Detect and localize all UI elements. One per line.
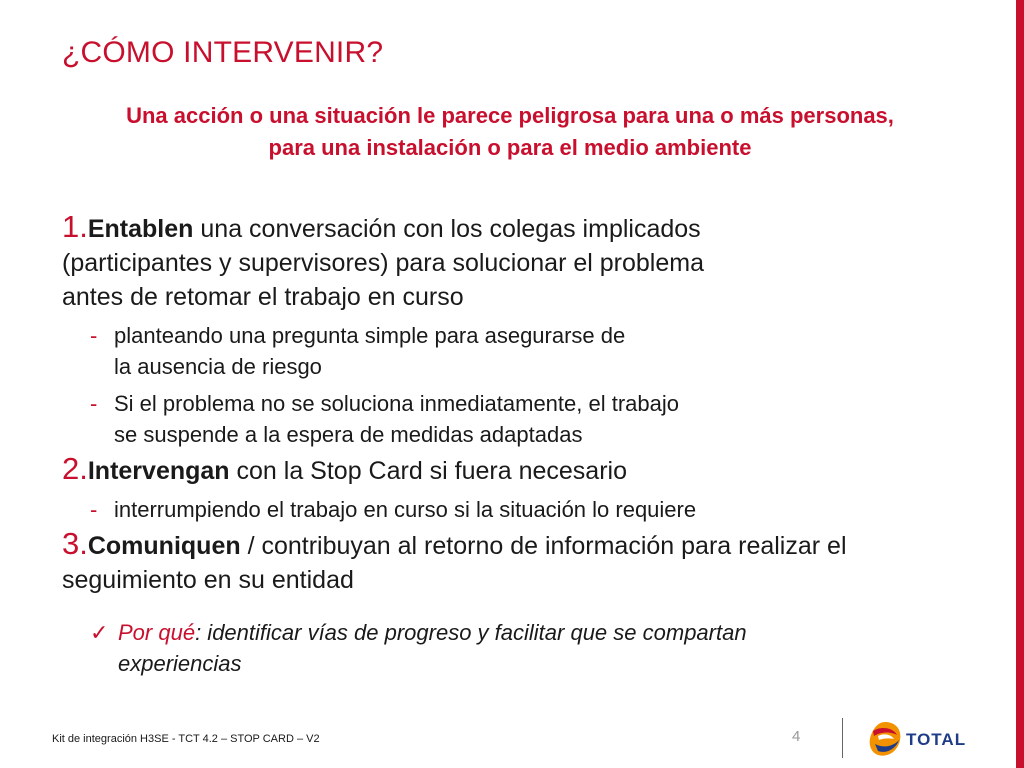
- step-keyword: Entablen: [87, 215, 194, 243]
- step-1-subitem-2: [90, 388, 982, 450]
- why-label: Por qué: [118, 620, 196, 645]
- step-1-line-2: (participantes y supervisores) para solucionar el problema: [62, 249, 704, 277]
- total-logo: [866, 718, 976, 762]
- subitem-line-2: se suspende a la espera de medidas adaptadas: [114, 422, 583, 447]
- logo-wordmark: TOTAL: [906, 730, 967, 749]
- step-text: / contribuyan al retorno de información para realizar el: [240, 532, 847, 560]
- slide-subtitle: [40, 100, 980, 164]
- step-3-line-2: seguimiento en su entidad: [62, 566, 354, 594]
- dash-bullet: -: [90, 391, 98, 416]
- step-1: [62, 210, 982, 314]
- slide-title: ¿CÓMO INTERVENIR?: [62, 36, 384, 69]
- dash-bullet: -: [90, 323, 98, 348]
- subtitle-line-1: Una acción o una situación le parece peligrosa para una o más personas,: [126, 103, 894, 128]
- step-3-line-1: [62, 527, 982, 563]
- why-text: [118, 617, 747, 679]
- step-2: [62, 452, 982, 488]
- accent-bar: [1016, 0, 1024, 768]
- why-colon: :: [195, 620, 202, 645]
- slide-content: [62, 210, 982, 679]
- subitem-text: interrumpiendo el trabajo en curso si la situación lo requiere: [114, 497, 697, 522]
- step-3: [62, 527, 982, 597]
- why-line-2: experiencias: [118, 651, 242, 676]
- step-1-line-3: antes de retomar el trabajo en curso: [62, 283, 464, 311]
- footer-divider: [842, 718, 843, 758]
- dash-bullet: -: [90, 497, 98, 522]
- step-2-line-1: [62, 452, 982, 488]
- subitem-line-1: planteando una pregunta simple para asegurarse de: [114, 323, 626, 348]
- why-note: [90, 617, 982, 679]
- step-number: 3.: [62, 526, 88, 561]
- subtitle-line-2: para una instalación o para el medio ambiente: [268, 135, 752, 160]
- step-keyword: Intervengan: [87, 457, 230, 485]
- step-text: una conversación con los colegas implicados: [193, 215, 701, 243]
- subitem-line-2: la ausencia de riesgo: [114, 354, 322, 379]
- why-text-1: identificar vías de progreso y facilitar que se compartan: [201, 620, 747, 645]
- step-number: 1.: [62, 209, 88, 244]
- subitem-line-1: Si el problema no se soluciona inmediatamente, el trabajo: [114, 391, 679, 416]
- page-number: 4: [792, 728, 801, 745]
- step-1-subitem-1: [90, 320, 982, 382]
- step-number: 2.: [62, 451, 88, 486]
- step-keyword: Comuniquen: [87, 532, 241, 560]
- step-2-subitem-1: [90, 494, 982, 525]
- step-text: con la Stop Card si fuera necesario: [229, 457, 627, 485]
- check-icon: ✓: [90, 620, 109, 645]
- subitem-text: [114, 320, 625, 382]
- subitem-text: [114, 388, 679, 450]
- step-1-line-1: [62, 210, 982, 246]
- why-line-1: [118, 617, 747, 648]
- total-logo-icon: [866, 718, 904, 762]
- footer-caption: Kit de integración H3SE - TCT 4.2 – STOP CARD – V2: [52, 733, 320, 745]
